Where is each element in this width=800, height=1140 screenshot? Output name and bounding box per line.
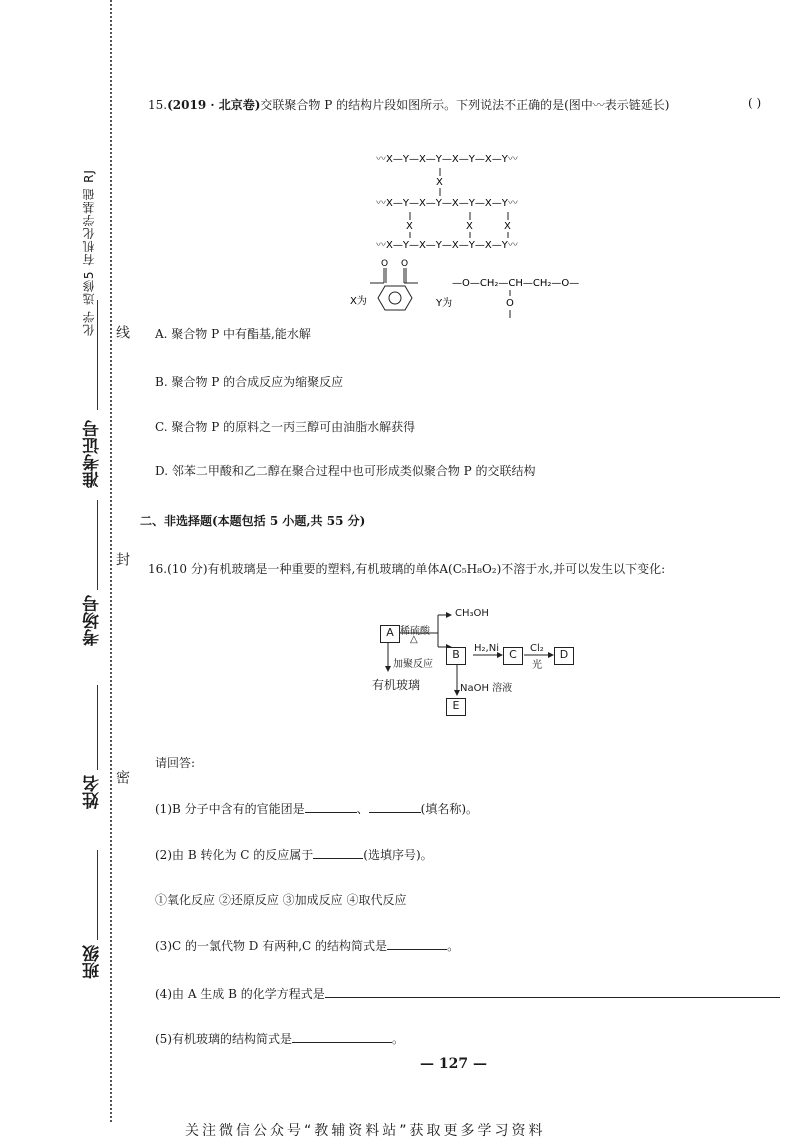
q16-sub4-text: (4)由 A 生成 B 的化学方程式是 [155, 987, 325, 1001]
compound-b-box: B [446, 647, 466, 665]
exam-room-label: 考场号 [83, 595, 103, 646]
compound-a-box: A [380, 625, 400, 643]
section2-title: 二、非选择题(本题包括 5 小题,共 55 分) [140, 514, 366, 528]
q16-prompt: 请回答: [155, 756, 196, 770]
structure-link-x3: X [466, 221, 473, 232]
q16-sub2-text: (2)由 B 转化为 C 的反应属于 [155, 848, 314, 862]
structure-link-x4: X [504, 221, 511, 232]
cond-cd-top: Cl₂ [530, 643, 544, 654]
q15-stem [148, 96, 669, 113]
q16-sub4 [155, 985, 780, 1002]
q16-sub5-suffix: 。 [392, 1032, 405, 1046]
book-subject-header: 化学 选修5 有机化学基础 RJ [82, 169, 96, 336]
q15-option-c[interactable]: C. 聚合物 P 的原料之一丙三醇可由油脂水解获得 [155, 420, 416, 434]
q16-sub5-blank[interactable] [292, 1032, 392, 1043]
cond-bc: H₂,Ni [474, 643, 499, 654]
q16-sub1-blank-2[interactable] [369, 802, 421, 813]
svg-text:O: O [506, 298, 514, 309]
class-label: 班级 [83, 945, 103, 979]
structure-row-3: 〰X—Y—X—Y—X—Y—X—Y〰 [376, 240, 518, 251]
q15-number: 15. [148, 98, 168, 112]
benzene-ring-icon [378, 286, 412, 310]
structure-link-x1: X [436, 177, 443, 188]
cond-poly: 加聚反应 [393, 659, 433, 670]
methanol-label: CH₃OH [455, 608, 489, 619]
q16-sub2-blank[interactable] [313, 848, 363, 859]
q15-option-b[interactable]: B. 聚合物 P 的合成反应为缩聚反应 [155, 375, 344, 389]
q16-sub3-blank[interactable] [387, 939, 447, 950]
q16-sub3 [155, 937, 459, 954]
q15-option-a[interactable]: A. 聚合物 P 中有酯基,能水解 [155, 327, 311, 341]
q15-option-d[interactable]: D. 邻苯二甲酸和乙二醇在聚合过程中也可形成类似聚合物 P 的交联结构 [155, 464, 536, 478]
cond-ab-top: 稀硫酸 [400, 626, 430, 637]
structure-link-x2: X [406, 221, 413, 232]
exam-number-label: 准考证号 [83, 420, 103, 488]
q16-sub3-suffix: 。 [447, 939, 460, 953]
class-field[interactable] [97, 850, 98, 940]
structure-row-1: 〰X—Y—X—Y—X—Y—X—Y〰 [376, 154, 518, 165]
q16-sub1-suffix: (填名称)。 [420, 802, 479, 816]
page-number: — 127 — [420, 1056, 487, 1072]
q16-sub1 [155, 800, 478, 817]
q16-sub5-text: (5)有机玻璃的结构简式是 [155, 1032, 292, 1046]
exam-number-field[interactable] [97, 300, 98, 410]
q15-stem-text: 交联聚合物 P 的结构片段如图所示。下列说法不正确的是(图中〰表示链延长) [260, 98, 670, 112]
q16-sub4-blank[interactable] [325, 987, 780, 998]
x-group-label: X为 [350, 296, 367, 307]
cond-cd-bottom: 光 [532, 660, 542, 671]
y-group-formula: —O—CH₂—CH—CH₂—O— [452, 278, 580, 289]
q16-reaction-choices: ①氧化反应 ②还原反应 ③加成反应 ④取代反应 [155, 893, 407, 907]
q15-source: (2019 · 北京卷) [167, 98, 261, 112]
seal-word-seal: 封 [114, 552, 130, 566]
svg-text:O: O [381, 259, 389, 269]
q16-sub3-text: (3)C 的一氯代物 D 有两种,C 的结构简式是 [155, 939, 388, 953]
y-group-label: Y为 [436, 298, 453, 309]
compound-e-box: E [446, 698, 466, 716]
seal-word-line: 线 [114, 325, 130, 339]
compound-c-box: C [503, 647, 523, 665]
name-field[interactable] [97, 685, 98, 770]
q16-sub1-text: (1)B 分子中含有的官能团是 [155, 802, 305, 816]
footer-promo: 关注微信公众号“教辅资料站”获取更多学习资料 [185, 1123, 546, 1139]
name-label: 姓名 [83, 775, 103, 809]
q16-stem: 16.(10 分)有机玻璃是一种重要的塑料,有机玻璃的单体A(C₅H₈O₂)不溶于水,并可以发生以下变化: [148, 562, 666, 576]
q16-sub2 [155, 846, 433, 863]
q16-sub1-separator: 、 [356, 802, 369, 816]
structure-row-2: 〰X—Y—X—Y—X—Y—X—Y〰 [376, 198, 518, 209]
polymer-structure-diagram [340, 140, 580, 320]
cond-naoh: NaOH 溶液 [460, 683, 513, 694]
q16-sub1-blank-1[interactable] [305, 802, 357, 813]
svg-text:O: O [401, 259, 409, 269]
compound-d-box: D [554, 647, 574, 665]
q16-sub5 [155, 1030, 404, 1047]
seal-word-secret: 密 [114, 770, 130, 784]
q15-answer-bracket[interactable]: ( ) [748, 96, 762, 110]
exam-room-field[interactable] [97, 500, 98, 590]
q16-sub2-suffix: (选填序号)。 [363, 848, 433, 862]
cond-ab-bottom: △ [410, 634, 418, 645]
product-glass-label: 有机玻璃 [372, 678, 421, 692]
